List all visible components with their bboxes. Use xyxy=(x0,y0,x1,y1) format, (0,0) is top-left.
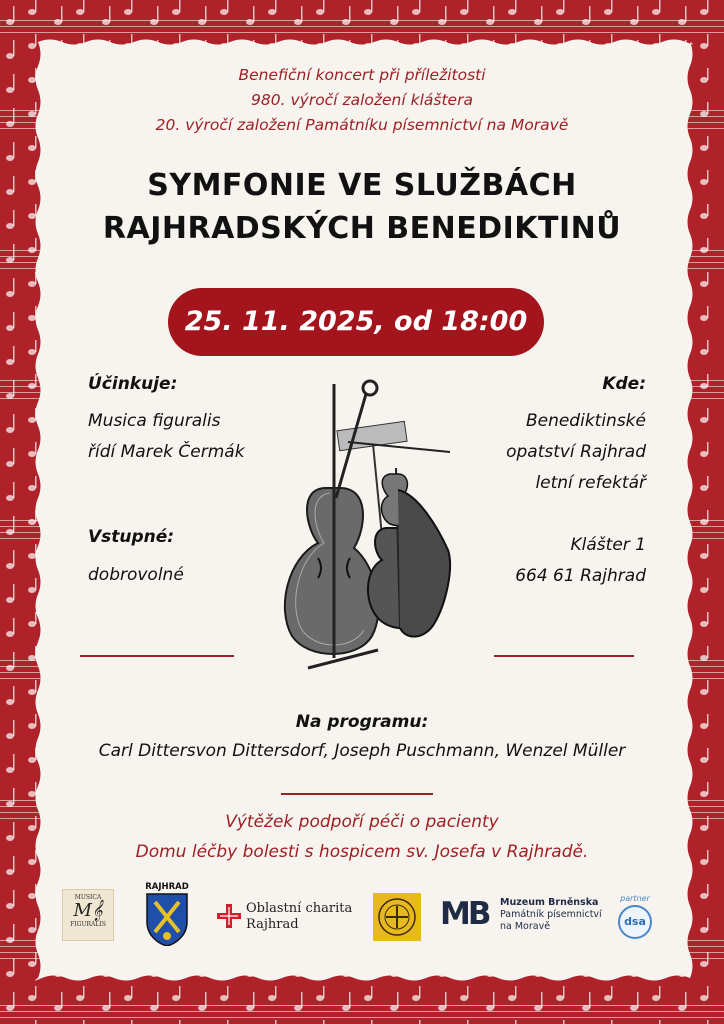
venue-label: Kde: xyxy=(602,374,646,394)
venue-line-3: letní refektář xyxy=(535,473,646,493)
muzeum-brnenska-text xyxy=(500,897,602,933)
performers-line-2: řídí Marek Čermák xyxy=(88,442,245,462)
performers-line-1: Musica figuralis xyxy=(88,411,221,431)
title-line-2: RAJHRADSKÝCH BENEDIKTINŮ xyxy=(102,211,622,246)
charita-line-1: Oblastní charita xyxy=(246,901,353,916)
string-instruments-illustration xyxy=(278,378,454,674)
performers-label: Účinkuje: xyxy=(88,374,178,394)
musica-logo-line-2: FIGURALIS xyxy=(70,921,106,928)
event-date: 25. 11. 2025, od 18:00 xyxy=(184,306,528,337)
musica-logo-line-1: MUSICA xyxy=(74,894,102,901)
rajhrad-shield-icon xyxy=(145,892,189,946)
header-line-3: 20. výročí založení Památníku písemnictví na Moravě xyxy=(155,116,569,134)
venue-address-2: 664 61 Rajhrad xyxy=(515,566,646,586)
muzeum-brnenska-mark: MB xyxy=(440,896,489,932)
charity-line-1: Výtěžek podpoří péči o pacienty xyxy=(225,812,499,832)
program-composers: Carl Dittersvon Dittersdorf, Joseph Puschmann, Wenzel Müller xyxy=(98,741,626,761)
charity-line-2: Domu léčby bolesti s hospicem sv. Josefa v Rajhradě. xyxy=(135,842,589,862)
partner-logo xyxy=(614,894,656,938)
divider-center xyxy=(281,793,433,795)
header-line-1: Benefiční koncert při příležitosti xyxy=(238,66,486,84)
charita-cross-icon xyxy=(216,903,242,929)
charita-text xyxy=(246,901,352,933)
partner-mark: dsa xyxy=(618,905,652,939)
program-label: Na programu: xyxy=(295,712,429,732)
mb-line-2: Památník písemnictví xyxy=(500,909,602,920)
admission-label: Vstupné: xyxy=(88,527,175,547)
divider-left xyxy=(80,655,234,657)
venue-address-1: Klášter 1 xyxy=(570,535,646,555)
divider-right xyxy=(494,655,634,657)
rajhrad-logo-label: RAJHRAD xyxy=(145,882,189,892)
venue-line-1: Benediktinské xyxy=(525,411,646,431)
benedictine-medal-logo xyxy=(373,893,421,941)
mb-line-1: Muzeum Brněnska xyxy=(500,897,599,908)
header-line-2: 980. výročí založení kláštera xyxy=(251,91,473,109)
benedict-medal-icon xyxy=(373,893,421,941)
mb-line-3: na Moravě xyxy=(500,921,551,932)
admission-value: dobrovolné xyxy=(88,565,184,585)
venue-line-2: opatství Rajhrad xyxy=(506,442,646,462)
musica-figuralis-logo xyxy=(62,889,114,941)
musica-monogram: M𝄞 xyxy=(73,900,103,921)
rajhrad-coat-of-arms xyxy=(140,882,194,948)
title-line-1: SYMFONIE VE SLUŽBÁCH xyxy=(147,168,577,203)
partner-label: partner xyxy=(620,894,650,903)
charita-line-2: Rajhrad xyxy=(246,917,299,932)
